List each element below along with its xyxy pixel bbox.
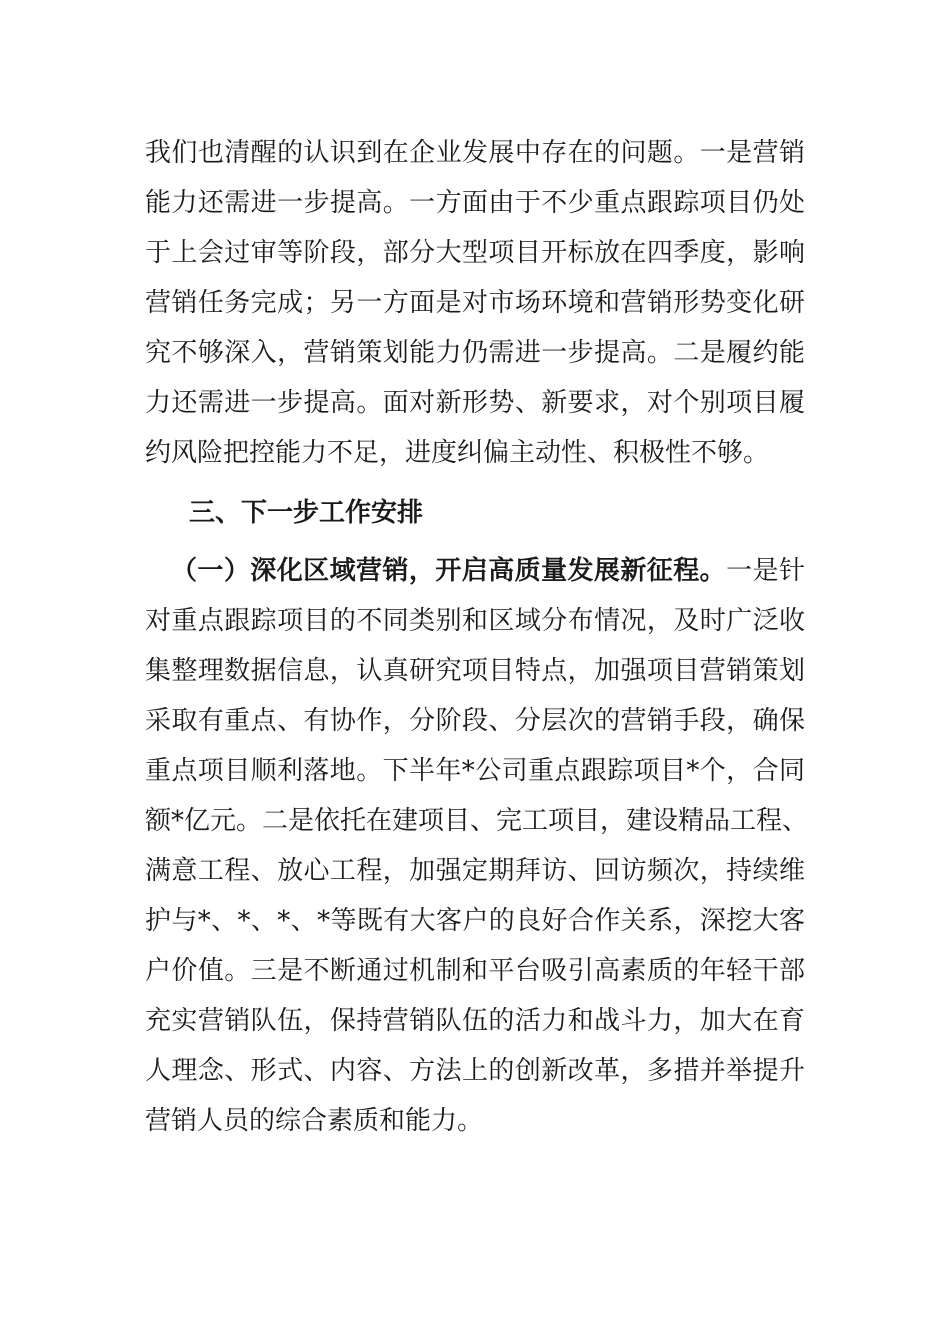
- subsection-heading: （一）深化区域营销，开启高质量发展新征程。: [171, 556, 727, 586]
- paragraph-line: 营销人员的综合素质和能力。: [145, 1106, 484, 1136]
- paragraph-line: 能力还需进一步提高。一方面由于不少重点跟踪项目仍处: [145, 188, 805, 218]
- paragraph-line: 护与*、*、*、*等既有大客户的良好合作关系，深挖大客: [145, 906, 805, 936]
- lead-text: 一是针: [726, 556, 805, 586]
- paragraph-line: 充实营销队伍，保持营销队伍的活力和战斗力，加大在育: [145, 1006, 805, 1036]
- paragraph-line: 于上会过审等阶段，部分大型项目开标放在四季度，影响: [145, 238, 805, 268]
- paragraph-line: 集整理数据信息，认真研究项目特点，加强项目营销策划: [145, 656, 805, 686]
- paragraph-line: 我们也清醒的认识到在企业发展中存在的问题。一是营销: [145, 138, 805, 168]
- document-body: [145, 128, 809, 1146]
- paragraph-line: 重点项目顺利落地。下半年*公司重点跟踪项目*个，合同: [145, 756, 805, 786]
- paragraph-line: 营销任务完成；另一方面是对市场环境和营销形势变化研: [145, 288, 805, 318]
- paragraph-line: 对重点跟踪项目的不同类别和区域分布情况，及时广泛收: [145, 606, 805, 636]
- section-heading: 三、下一步工作安排: [189, 498, 424, 528]
- paragraph-line: 额*亿元。二是依托在建项目、完工项目，建设精品工程、: [145, 806, 809, 836]
- paragraph-line: 人理念、形式、内容、方法上的创新改革，多措并举提升: [145, 1056, 805, 1086]
- paragraph-line: 究不够深入，营销策划能力仍需进一步提高。二是履约能: [145, 338, 805, 368]
- paragraph-problems: [145, 128, 805, 478]
- paragraph-lead-line: [145, 546, 805, 596]
- paragraph-regional-marketing: [145, 546, 809, 1146]
- paragraph-line: 满意工程、放心工程，加强定期拜访、回访频次，持续维: [145, 856, 805, 886]
- paragraph-line: 力还需进一步提高。面对新形势、新要求，对个别项目履: [145, 388, 805, 418]
- paragraph-line: 户价值。三是不断通过机制和平台吸引高素质的年轻干部: [145, 956, 805, 986]
- paragraph-line: 约风险把控能力不足，进度纠偏主动性、积极性不够。: [145, 438, 770, 468]
- paragraph-line: 采取有重点、有协作，分阶段、分层次的营销手段，确保: [145, 706, 805, 736]
